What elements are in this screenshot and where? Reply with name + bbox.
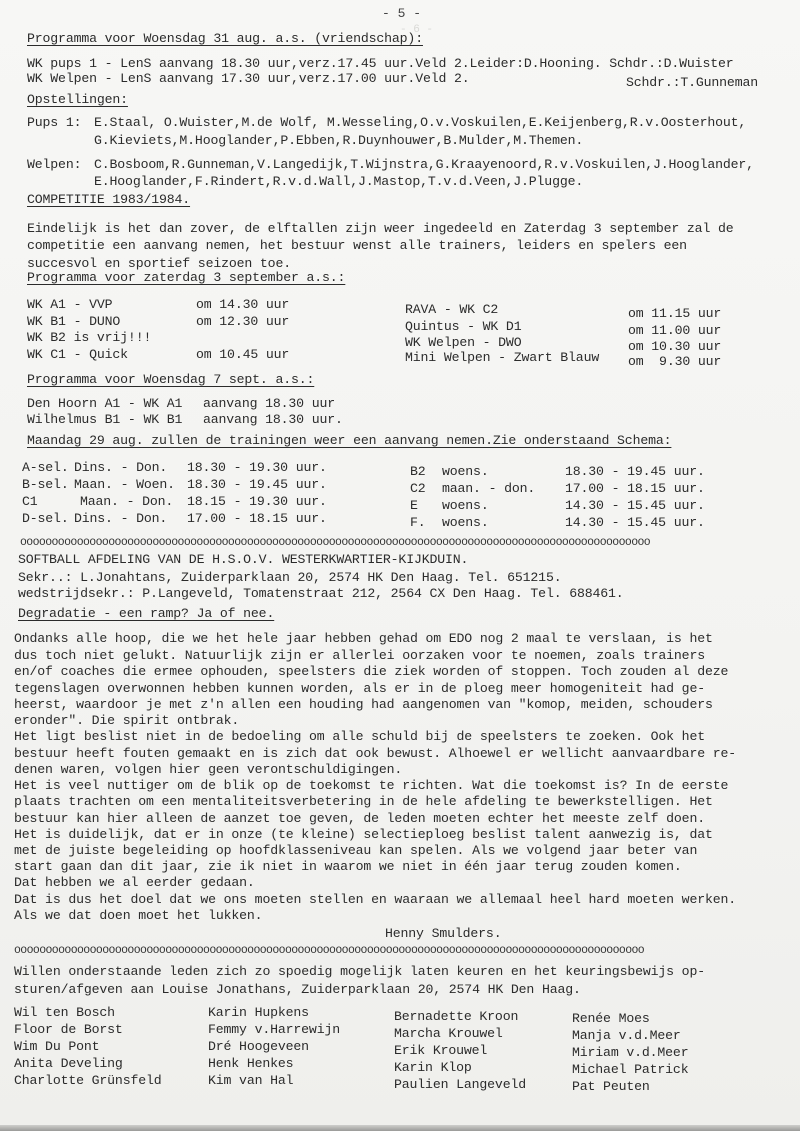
heading-competition: COMPETITIE 1983/1984.	[27, 192, 191, 207]
member-name: Manja v.d.Meer	[572, 1028, 681, 1043]
fixture-time: om 11.00 uur	[628, 323, 722, 338]
member-name: Anita Develing	[14, 1056, 123, 1071]
training-time: 18.30 - 19.45 uur.	[187, 477, 327, 492]
training-group: B-sel.	[22, 477, 69, 492]
fixture-time: om 14.30 uur	[196, 297, 290, 312]
fixture-match: WK A1 - VVP	[27, 297, 113, 312]
training-days: woens.	[442, 464, 489, 479]
member-name: Bernadette Kroon	[394, 1009, 519, 1024]
fixture-time: om 9.30 uur	[628, 354, 722, 369]
fixture-time: om 12.30 uur	[196, 314, 290, 329]
article-line: met de juiste begeleiding op hoofdklasseniveau kan spelen. Als we volgend jaar beter van	[14, 843, 698, 858]
training-time: 14.30 - 15.45 uur.	[565, 498, 705, 513]
training-days: Maan. - Don.	[80, 494, 174, 509]
article-line: eronder". Die spirit ontbrak.	[14, 713, 240, 728]
member-name: Henk Henkes	[208, 1056, 294, 1071]
fixture-match: RAVA - WK C2	[405, 302, 499, 317]
heading-lineups: Opstellingen:	[27, 92, 128, 107]
fixture-time: om 10.30 uur	[628, 339, 722, 354]
member-name: Erik Krouwel	[394, 1043, 488, 1058]
page-edge	[0, 1125, 800, 1131]
member-name: Karin Klop	[394, 1060, 472, 1075]
heading-wednesday-7-sept: Programma voor Woensdag 7 sept. a.s.:	[27, 372, 315, 387]
article-line: Het ligt beslist niet in de bedoeling om alle schuld bij de speelsters te zoeken. Ook het	[14, 729, 705, 744]
article-line: bestuur kan hier alleen de aanzet toe geven, de leden moeten echter het meeste zelf doen.	[14, 811, 705, 826]
training-group: A-sel.	[22, 460, 69, 475]
secretary-address: Sekr..: L.Jonahtans, Zuiderparklaan 20, 2574 HK Den Haag. Tel. 651215.	[18, 570, 562, 585]
article-line: Het is veel nuttiger om de blik op de toekomst te richten. Wat die toekomst is? In de eerste	[14, 778, 729, 793]
training-group: F.	[410, 515, 426, 530]
paragraph-line: competitie een aanvang nemen, het bestuur wenst alle trainers, leiders en spelers een	[27, 238, 687, 253]
heading-saturday-3-sept: Programma voor zaterdag 3 september a.s.:	[27, 270, 346, 285]
article-author: Henny Smulders.	[385, 926, 502, 941]
member-name: Wim Du Pont	[14, 1039, 100, 1054]
match-line: WK pups 1 - LenS aanvang 18.30 uur,verz.17.45 uur.Veld 2.Leider:D.Hooning. Schdr.:D.Wuister	[27, 56, 734, 71]
notice-line: sturen/afgeven aan Louise Jonathans, Zuiderparklaan 20, 2574 HK Den Haag.	[14, 982, 581, 997]
pups1-label: Pups 1:	[27, 115, 82, 130]
training-group: B2	[410, 464, 426, 479]
pups1-players: E.Staal, O.Wuister,M.de Wolf, M.Wesseling,O.v.Voskuilen,E.Keijenberg,R.v.Oosterhout,	[94, 115, 747, 130]
training-group: C1	[22, 494, 38, 509]
article-line: tegenslagen overwonnen hebben kunnen worden, als er in de ploeg meer homogeniteit had ge-	[14, 681, 705, 696]
paragraph-line: Eindelijk is het dan zover, de elftallen zijn weer ingedeeld en Zaterdag 3 september zal de	[27, 221, 734, 236]
training-days: Maan. - Woen.	[74, 477, 175, 492]
fixture-time: aanvang 18.30 uur	[203, 396, 335, 411]
fixture-match: WK C1 - Quick	[27, 347, 128, 362]
article-line: heerst, waardoor je met z'n allen een houding had aangenomen van "komop, meiden, schouders	[14, 697, 713, 712]
article-line: bestuur heeft fouten gemaakt en is zich dat ook bewust. Alhoewel er wellicht aanvaardbare re-	[14, 746, 737, 761]
training-time: 17.00 - 18.15 uur.	[565, 481, 705, 496]
fixture-match: WK Welpen - DWO	[405, 335, 522, 350]
welpen-players: C.Bosboom,R.Gunneman,V.Langedijk,T.Wijnstra,G.Kraayenoord,R.v.Voskuilen,J.Hooglander,	[94, 157, 754, 172]
article-line: Als we dat doen moet het lukken.	[14, 908, 263, 923]
fixture-time: aanvang 18.30 uur.	[203, 412, 343, 427]
welpen-players: E.Hooglander,F.Rindert,R.v.d.Wall,J.Mastop,T.v.d.Veen,J.Plugge.	[94, 174, 584, 189]
fixture-match: Quintus - WK D1	[405, 319, 522, 334]
match-secretary-address: wedstrijdsekr.: P.Langeveld, Tomatenstraat 212, 2564 CX Den Haag. Tel. 688461.	[18, 586, 624, 601]
fixture-match: Mini Welpen - Zwart Blauw	[405, 350, 600, 365]
training-group: E	[410, 498, 418, 513]
training-time: 18.30 - 19.30 uur.	[187, 460, 327, 475]
training-days: woens.	[442, 515, 489, 530]
member-name: Renée Moes	[572, 1011, 650, 1026]
article-line: en/of coaches die ermee ophouden, speelsters die ziek worden of stoppen. Toch zouden al deze	[14, 664, 729, 679]
page-number: - 5 -	[382, 6, 422, 21]
training-time: 14.30 - 15.45 uur.	[565, 515, 705, 530]
member-name: Marcha Krouwel	[394, 1026, 503, 1041]
softball-heading: SOFTBALL AFDELING VAN DE H.S.O.V. WESTERKWARTIER-KIJKDUIN.	[18, 552, 469, 567]
heading-training: Maandag 29 aug. zullen de trainingen weer een aanvang nemen.Zie onderstaand Schema:	[27, 433, 672, 448]
member-name: Floor de Borst	[14, 1022, 123, 1037]
training-time: 18.15 - 19.30 uur.	[187, 494, 327, 509]
fixture-match: WK B2 is vrij!!!	[27, 330, 152, 345]
member-name: Michael Patrick	[572, 1062, 689, 1077]
article-line: Dat is dus het doel dat we ons moeten stellen en waaraan we allemaal heel hard moeten werken.	[14, 892, 737, 907]
training-group: C2	[410, 481, 426, 496]
heading-wednesday-31: Programma voor Woensdag 31 aug. a.s. (vriendschap):	[27, 31, 423, 46]
member-name: Karin Hupkens	[208, 1005, 309, 1020]
welpen-label: Welpen:	[27, 157, 82, 172]
article-line: Ondanks alle hoop, die we het hele jaar hebben gehad om EDO nog 2 maal te verslaan, is het	[14, 631, 713, 646]
member-name: Charlotte Grünsfeld	[14, 1073, 162, 1088]
member-name: Femmy v.Harrewijn	[208, 1022, 340, 1037]
member-name: Dré Hoogeveen	[208, 1039, 309, 1054]
member-name: Pat Peuten	[572, 1079, 650, 1094]
notice-line: Willen onderstaande leden zich zo spoedig mogelijk laten keuren en het keuringsbewijs op-	[14, 964, 705, 979]
fixture-time: om 11.15 uur	[628, 306, 722, 321]
training-days: Dins. - Don.	[74, 460, 168, 475]
separator-line: oooooooooooooooooooooooooooooooooooooooooooooooooooooooooooooooooooooooooooooooooooooooooooooooooooo	[14, 944, 645, 957]
member-name: Paulien Langeveld	[394, 1077, 526, 1092]
member-name: Miriam v.d.Meer	[572, 1045, 689, 1060]
training-group: D-sel.	[22, 511, 69, 526]
bleed-through-text: - 6 -	[400, 24, 434, 36]
pups1-players: G.Kieviets,M.Hooglander,P.Ebben,R.Duynhouwer,B.Mulder,M.Themen.	[94, 133, 584, 148]
fixture-time: om 10.45 uur	[196, 347, 290, 362]
article-line: start gaan dan dit jaar, zie ik niet in waarom we niet in één jaar terug zouden komen.	[14, 859, 682, 874]
training-time: 17.00 - 18.15 uur.	[187, 511, 327, 526]
referee-line: Schdr.:T.Gunneman	[626, 75, 758, 90]
training-days: Dins. - Don.	[74, 511, 168, 526]
training-time: 18.30 - 19.45 uur.	[565, 464, 705, 479]
fixture-match: Wilhelmus B1 - WK B1	[27, 412, 183, 427]
paragraph-line: succesvol en sportief seizoen toe.	[27, 256, 291, 271]
article-line: Het is duidelijk, dat er in onze (te kleine) selectieploeg beslist talent aanwezig is, dat	[14, 827, 713, 842]
member-name: Kim van Hal	[208, 1073, 294, 1088]
fixture-match: Den Hoorn A1 - WK A1	[27, 396, 183, 411]
member-name: Wil ten Bosch	[14, 1005, 115, 1020]
article-line: dus toch niet gelukt. Natuurlijk zijn er allerlei oorzaken voor te noemen, zoals trainers	[14, 648, 705, 663]
article-line: Dat hebben we al eerder gedaan.	[14, 875, 255, 890]
fixture-match: WK B1 - DUNO	[27, 314, 121, 329]
separator-line: oooooooooooooooooooooooooooooooooooooooooooooooooooooooooooooooooooooooooooooooooooooooooooooooooooo	[20, 536, 651, 549]
article-line: plaats trachten om een mentaliteitsverbetering in de hele afdeling te bewerkstelligen. Het	[14, 794, 713, 809]
article-title: Degradatie - een ramp? Ja of nee.	[18, 606, 275, 621]
training-days: maan. - don.	[442, 481, 536, 496]
match-line: WK Welpen - LenS aanvang 17.30 uur,verz.17.00 uur.Veld 2.	[27, 71, 470, 86]
article-line: denen waren, volgen hier geen verontschuldigingen.	[14, 762, 403, 777]
training-days: woens.	[442, 498, 489, 513]
